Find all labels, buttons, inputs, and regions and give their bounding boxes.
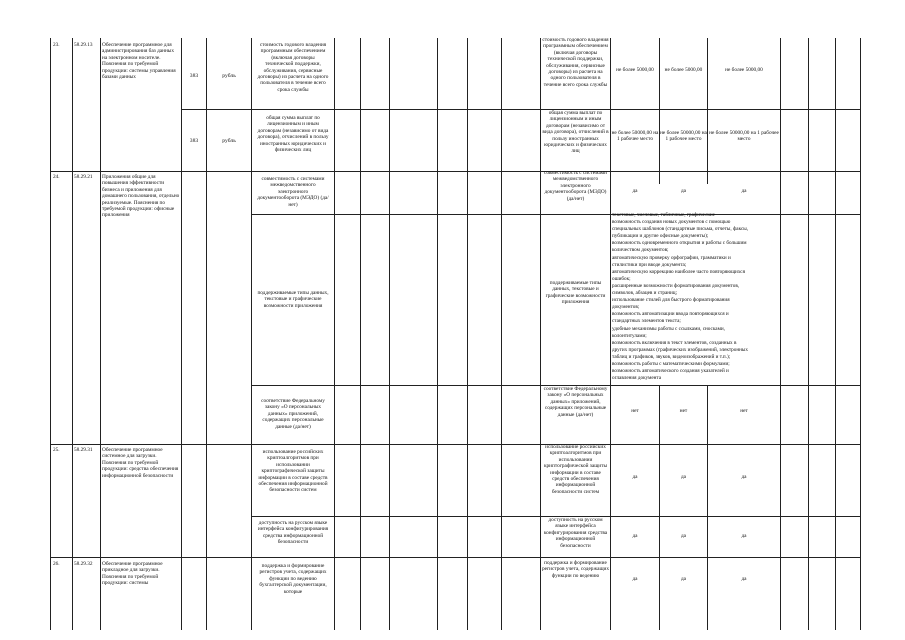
value-cell: не более 5000,00 [664,67,703,73]
column-divider [501,38,502,630]
requirement-text-line: количеством документов; [612,247,669,254]
column-divider [707,385,708,630]
row-number: 23. [53,42,60,48]
requirement-text-line: автоматическую проверку орфографии, грамматики и [612,254,731,261]
requirement-text-line: документов; [612,304,640,311]
column-divider [251,38,252,630]
table-border-right [860,38,861,630]
characteristic-name: доступность на русском языке интерфейса конфигурирования средства информационной безопасности [257,520,329,546]
unit-name: рубль [222,138,236,144]
column-divider [540,38,541,630]
value-cell: да [680,576,687,582]
row-number: 26. [53,561,60,567]
requirement-text-line: стандартных элементов текста; [612,318,681,325]
column-divider [72,38,73,630]
column-divider [707,38,708,184]
column-divider [360,38,361,630]
requirement-text-line: специальных шаблонов (стандартные письма, отчеты, факсы, [612,226,749,233]
column-divider [780,38,781,630]
requirement-text-line: расширенные возможности форматирования документов, [612,282,740,289]
requirement-text-line: возможность одновременного открытия и работы с большим [612,240,747,247]
requirement-text-line: стилистики при вводе документа; [612,261,687,268]
requirement-text-line: символов, абзацев и страниц; [612,290,678,297]
characteristic-name: общая сумма выплат по лицензионным и иным договорам (независимо от вида договора), отчислений в пользу иностранных юридических и физических лиц [257,115,329,154]
column-divider [659,385,660,630]
row-divider [50,557,860,558]
okei-code: 383 [189,73,199,79]
requirement-text-line: возможность автоматического создания указателей и [612,368,729,375]
product-name: Обеспечение программное для администрирования баз данных на электронном носителе. Пояснения по требуемой продукции: системы управления базами данных [102,42,176,81]
row-divider [181,109,860,110]
characteristic-name-2: общая сумма выплат по лицензионным и иным договорам (независимо от вида договора), отчислений в пользу иностранных юридических и физических лиц [542,110,609,155]
product-name: Обеспечение программное системное для загрузки. Пояснения по требуемой продукции: средства обеспечения информационной безопасности [102,447,179,479]
column-divider [334,38,335,630]
row-divider [50,171,860,172]
value-cell: не более 50000,00 на 1 рабочее место [660,130,707,143]
row-number: 25. [53,447,60,453]
characteristic-name: использование российских криптоалгоритмов при использовании криптографической защиты информации в составе средств обеспечения информационной безопасности систем [258,449,328,494]
value-cell: не более 5000,00 [616,67,654,73]
value-cell: да [632,188,638,194]
value-cell: да [632,576,638,582]
characteristic-name: совместимость с системами межведомственного электронного документооборота (МЭДО) (да/нет) [257,176,329,208]
requirement-text-line: публикации и другие офисные документы); [612,233,709,240]
value-cell: не более 5000,00 [725,67,763,73]
value-cell: да [741,576,747,582]
okei-code: 383 [189,138,199,144]
value-cell: да [680,533,687,539]
table-border-left [50,38,51,630]
value-cell: не более 50000,00 на 1 рабочее место [709,130,779,143]
characteristic-name-2: соответствие Федеральному закону «О персональных данных» приложений, содержащих персональные данные (да/нет) [543,386,608,418]
value-cell: да [632,533,638,539]
column-divider [437,38,438,630]
characteristic-name-2: стоимость годового владения программным обеспечением (включая договоры технической поддержки, обслуживания, сервисные договоры) из расчета на одного пользователя в течение всего срока службы [542,37,609,88]
characteristic-name-2: поддерживаемые типы данных, текстовые и графические возможности приложения [545,280,606,306]
column-divider [467,38,468,630]
requirement-text-line: оглавления документа [612,375,662,382]
requirement-text-line: возможность автоматизации ввода повторяющихся и [612,311,729,318]
column-divider [100,38,101,630]
product-name: Приложения общие для повышения эффективности бизнеса и приложения для домашнего пользования, отдельно реализуемые. Пояснения по требуемой продукции: офисные приложения [102,174,180,219]
requirement-text-line: возможность работы с математическими формулами; [612,360,730,367]
characteristic-name: поддержка и формирование регистров учета, содержащих функции по ведению бухгалтерской документации, которые [259,563,327,595]
row-number: 24. [53,174,60,180]
column-divider [835,38,836,630]
value-cell: да [680,188,687,194]
column-divider [610,38,611,630]
requirement-text-line: текстовые, числовые, табличные, графические [612,212,715,218]
okpd2-code: 58.29.21 [74,174,93,180]
column-divider [389,38,390,630]
okpd2-code: 58.29.32 [74,561,93,567]
product-name: Обеспечение программное прикладное для загрузки. Пояснения по требуемой продукции: системы [102,561,163,587]
requirement-text-line: автоматическую коррекцию наиболее часто повторяющихся [612,268,745,275]
requirement-text-line: ошибок; [612,275,631,282]
row-divider [50,444,860,445]
value-cell: да [632,474,638,480]
column-divider [659,38,660,184]
requirement-text-line: других программах (графических изображений, электронных [612,346,748,353]
requirement-text-line: возможность включения в текст элементов, созданных в [612,339,737,346]
characteristic-name-2: доступность на русском языке интерфейса конфигурирования средства информационной безопасности [543,517,608,549]
requirement-text-line: колонтитулами; [612,332,647,339]
value-cell: нет [631,408,639,414]
functional-requirements-text [612,212,778,384]
column-divider [181,38,182,630]
okpd2-code: 58.29.13 [74,42,93,48]
characteristic-name: поддерживаемые типы данных, текстовые и графические возможности приложения [257,290,329,309]
value-cell: не более 50000,00 на 1 рабочее место [611,130,659,143]
requirement-text-line: таблиц и графиков, звуков, видеоизображений и т.п.); [612,353,731,360]
column-divider [206,38,207,630]
characteristic-name-2: совместимость с системами межведомственного электронного документооборота (МЭДО) (да/нет) [543,170,607,202]
characteristic-name-2: поддержка и формирование регистров учета, содержащих функции по ведению [542,560,610,579]
value-cell: да [741,533,747,539]
column-divider [808,38,809,630]
requirement-text-line: возможность создания новых документов с помощью [612,219,731,226]
characteristic-name: соответствие Федеральному закону «О персональных данных» приложений, содержащих персональные данные (да/нет) [261,398,325,430]
value-cell: да [680,474,687,480]
requirement-text-line: использование стилей для быстрого форматирования [612,297,730,304]
okpd2-code: 58.29.31 [74,447,93,453]
value-cell: да [741,188,747,194]
value-cell: нет [679,408,688,414]
requirement-text-line: удобные механизмы работы с ссылками, сносками, [612,325,725,332]
characteristic-name-2: использование российских криптоалгоритмов при использовании криптографической защиты информации в составе средств обеспечения информационной безопасности систем [543,444,608,495]
unit-name: рубль [222,73,236,79]
characteristic-name: стоимость годового владения программным обеспечением (включая договоры технической поддержки, обслуживания, сервисные договоры) из расчета на одного пользователя в течение всего срока службы [257,42,329,93]
value-cell: нет [740,408,748,414]
value-cell: да [741,474,747,480]
